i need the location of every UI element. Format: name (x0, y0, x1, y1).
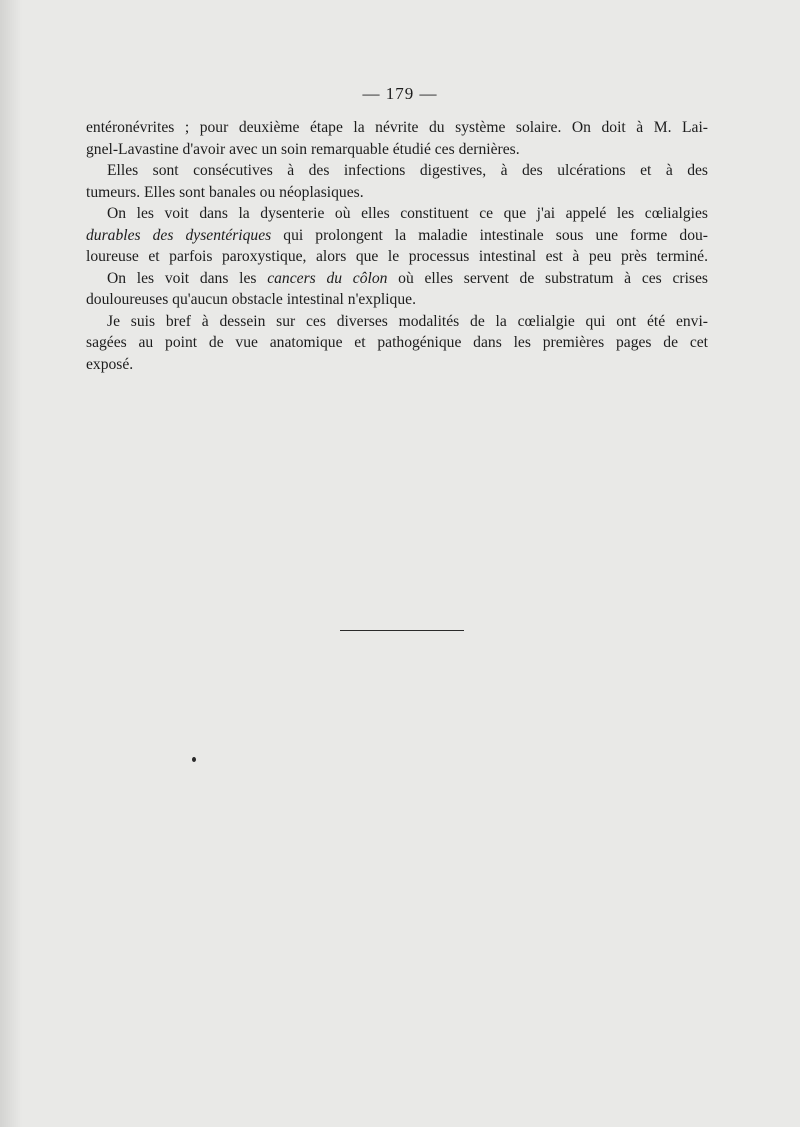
italic-phrase: durables des dysentériques (86, 226, 272, 244)
paragraph (86, 160, 708, 203)
text-line: sagées au point de vue anatomique et pathogénique dans les premières pages de cet (86, 334, 708, 351)
paragraph (86, 203, 708, 268)
text-line: exposé. (86, 355, 134, 373)
text-line: durables des dysentériques qui prolongent la maladie intestinale sous une forme dou- (86, 226, 708, 244)
page-number: — 179 — (362, 84, 438, 103)
paragraph (86, 311, 708, 376)
body-text (86, 117, 708, 375)
italic-phrase: cancers du côlon (267, 269, 388, 287)
text-line: gnel-Lavastine d'avoir avec un soin remarquable étudié ces dernières. (86, 140, 520, 158)
paragraph (86, 268, 708, 311)
text-line: On les voit dans la dysenterie où elles constituent ce que j'ai appelé les cœlialgies (107, 205, 708, 222)
section-divider (340, 630, 464, 631)
text-line: tumeurs. Elles sont banales ou néoplasiques. (86, 183, 364, 201)
text-line: loureuse et parfois paroxystique, alors que le processus intestinal est à peu près terminé. (86, 248, 708, 265)
text-line: Elles sont consécutives à des infections digestives, à des ulcérations et à des (107, 162, 708, 179)
text-line: On les voit dans les cancers du côlon où elles servent de substratum à ces crises (107, 269, 708, 287)
text-line: entéronévrites ; pour deuxième étape la névrite du système solaire. On doit à M. Lai- (86, 119, 708, 136)
text-line: Je suis bref à dessein sur ces diverses modalités de la cœlialgie qui ont été envi- (107, 312, 708, 330)
text-line: douloureuses qu'aucun obstacle intestinal n'explique. (86, 291, 416, 308)
paragraph (86, 117, 708, 160)
ink-speck (192, 757, 196, 762)
